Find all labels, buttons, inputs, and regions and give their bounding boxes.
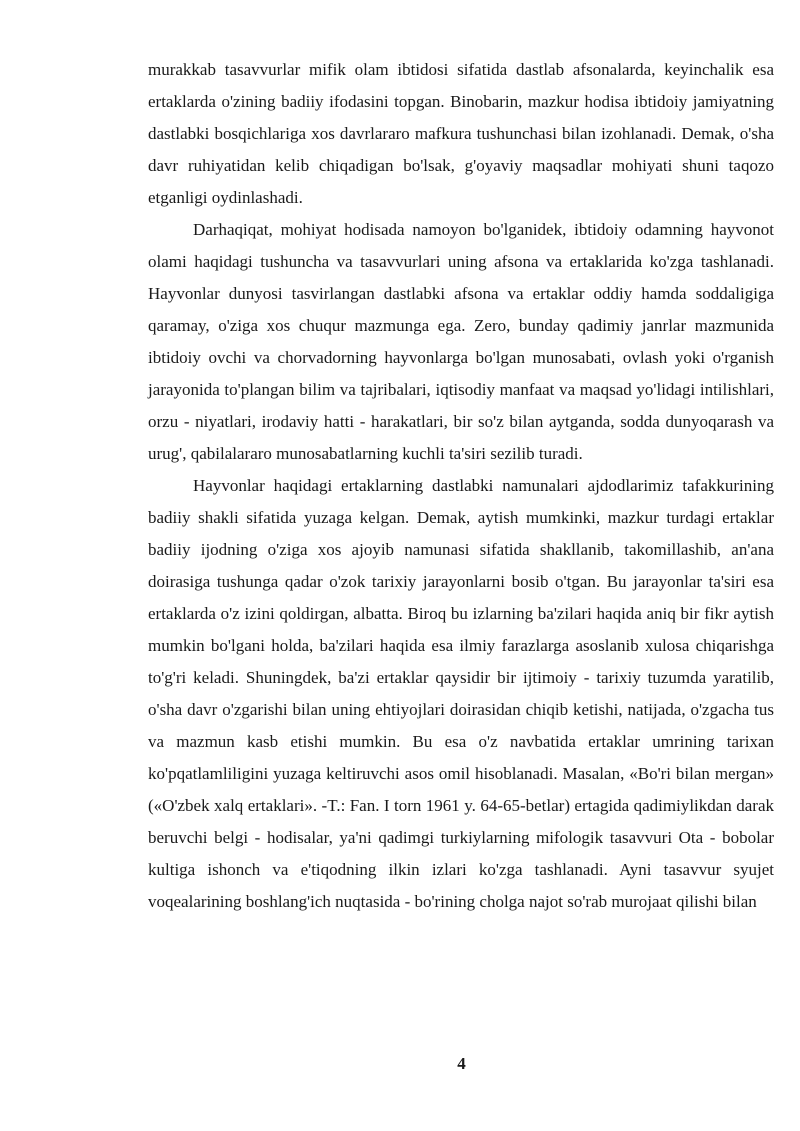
page-number: 4 — [457, 1054, 466, 1073]
paragraph-darhaqiqat: Darhaqiqat, mohiyat hodisada namoyon bo'lganidek, ibtidoiy odamning hayvonot olami haqidagi tushuncha va tasavvurlari uning afsona va ertaklarida ko'zga tashlanadi. Hayvonlar dunyosi tasvirlangan dastlabki afsona va ertaklar oddiy hamda soddaligiga qaramay, o'ziga xos chuqur mazmunga ega. Zero, bunday qadimiy janrlar mazmunida ibtidoiy ovchi va chorvadorning hayvonlarga bo'lgan munosabati, ovlash yoki o'rganish jarayonida to'plangan bilim va tajribalari, iqtisodiy manfaat va maqsad yo'lidagi intilishlari, orzu - niyatlari, irodaviy hatti - harakatlari, bir so'z bilan aytganda, sodda dunyoqarash va urug', qabilalararo munosabatlarning kuchli ta'siri sezilib turadi. — [148, 220, 774, 463]
paragraph-hayvonlar: Hayvonlar haqidagi ertaklarning dastlabki namunalari ajdodlarimiz tafakkurining badiiy shakli sifatida yuzaga kelgan. Demak, aytish mumkinki, mazkur turdagi ertaklar badiiy ijodning o'ziga xos ajoyib namunasi sifatida shakllanib, takomillashib, an'ana doirasiga tushunga qadar o'zok tarixiy jarayonlarni bosib o'tgan. Bu jarayonlar ta'siri esa ertaklarda o'z izini qoldirgan, albatta. Biroq bu izlarning ba'zilari haqida aniq bir fikr aytish mumkin bo'lgani holda, ba'zilari haqida esa ilmiy farazlarga asoslanib xulosa chiqarishga to'g'ri keladi. Shuningdek, ba'zi ertaklar qaysidir bir ijtimoiy - tarixiy tuzumda yaratilib, o'sha davr o'zgarishi bilan uning ehtiyojlari doirasidan chiqib ketishi, natijada, o'zgacha tus va mazmun kasb etishi mumkin. Bu esa o'z navbatida ertaklar umrining tarixan ko'pqatlamliligini yuzaga keltiruvchi asos omil hisoblanadi. Masalan, «Bo'ri bilan mergan» («O'zbek xalq ertaklari». -T.: Fan. I torn 1961 y. 64-65-betlar) ertagida qadimiylikdan darak beruvchi belgi - hodisalar, ya'ni qadimgi turkiylarning mifologik tasavvuri Ota - bobolar kultiga ishonch va e'tiqodning ilkin izlari ko'zga tashlanadi. Ayni tasavvur syujet voqealarining boshlang'ich nuqtasida - bo'rining cholga najot so'rab murojaat qilishi bilan — [148, 476, 774, 911]
document-page — [148, 54, 774, 918]
paragraph-continuation: murakkab tasavvurlar mifik olam ibtidosi sifatida dastlab afsonalarda, keyinchalik esa ertaklarda o'zining badiiy ifodasini topgan. Binobarin, mazkur hodisa ibtidoiy jamiyatning dastlabki bosqichlariga xos davrlararo mafkura tushunchasi bilan izohlanadi. Demak, o'sha davr ruhiyatidan kelib chiqadigan bo'lsak, g'oyaviy maqsadlar mohiyati shuni taqozo etganligi oydinlashadi. — [148, 60, 774, 207]
